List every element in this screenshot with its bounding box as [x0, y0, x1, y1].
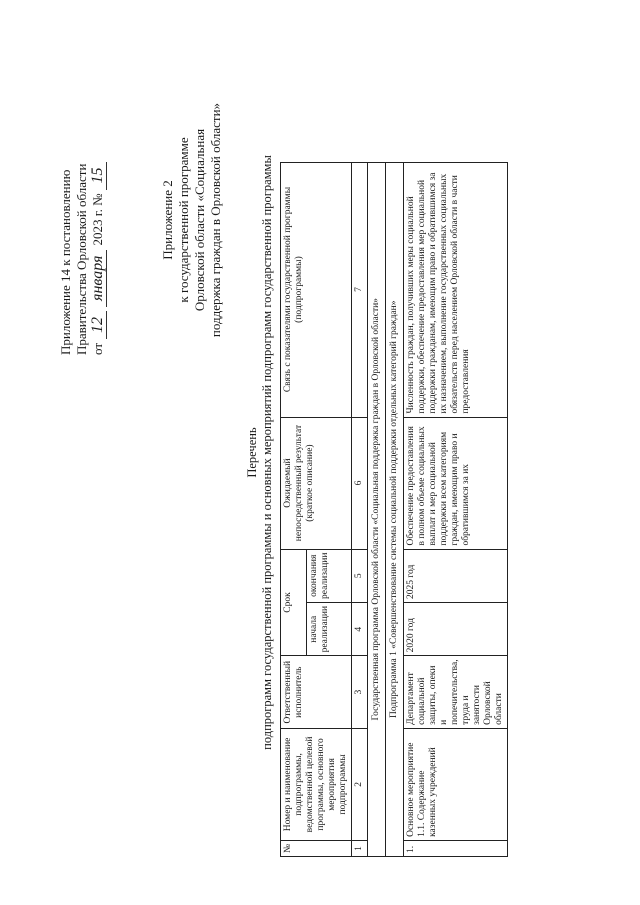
header-row — [281, 162, 307, 856]
appendix-14-line1: Приложение 14 к постановлению — [58, 169, 73, 355]
column-number-row — [352, 162, 368, 856]
header-col-number: № — [281, 840, 352, 856]
row-result: Обеспечение предоставления в полном объеме социальных выплат и мер социальной поддержки всем категориям граждан, имеющим право и обратившимся за их — [404, 417, 508, 549]
program-title: Государственная программа Орловской области «Социальная поддержка граждан в Орловской области» — [368, 162, 386, 856]
row-number: 1. — [404, 840, 508, 856]
header-col-start: начала реализации — [307, 602, 352, 655]
row-indicators: Численность граждан, получивших меры социальной поддержки, обеспечение предоставления мер социальной поддержки гражданам, имеющим право и обратившимся за их назначением, выполнение государственных социальных обязательств перед населением Орловской области в части предоставления — [404, 162, 508, 417]
date-month: января — [90, 250, 107, 307]
column-number: 5 — [352, 549, 368, 602]
appendix-2-line2: к государственной программе — [176, 137, 191, 303]
date-from-label: от — [90, 342, 105, 355]
subprogram-title: Подпрограмма 1 «Совершенствование системы социальной поддержки отдельных категорий граждан» — [386, 162, 404, 856]
column-number: 1 — [352, 840, 368, 856]
column-number: 4 — [352, 602, 368, 655]
row-start: 2020 год — [404, 602, 508, 655]
appendix-14-line2: Правительства Орловской области — [74, 163, 89, 355]
header-col-end: окончания реализации — [307, 549, 352, 602]
measures-table — [280, 162, 508, 857]
row-name: Основное мероприятие 1.1. Содержание казенных учреждений — [404, 728, 508, 840]
document-title — [245, 0, 275, 905]
row-end: 2025 год — [404, 549, 508, 602]
column-number: 7 — [352, 162, 368, 417]
header-col-term: Срок — [281, 549, 307, 656]
header-col-name: Номер и наименование подпрограммы, ведомственной целевой программы, основного мероприятия подпрограммы — [281, 728, 352, 840]
subprogram-row — [386, 162, 404, 856]
appendix-2-header — [160, 55, 224, 385]
column-number: 6 — [352, 417, 368, 549]
header-col-executor: Ответственный исполнитель — [281, 656, 352, 729]
table-row — [404, 162, 508, 856]
date-day: 12 — [90, 311, 107, 339]
appendix-2-line4: поддержка граждан в Орловской области» — [208, 102, 223, 338]
column-number: 3 — [352, 656, 368, 729]
program-row — [368, 162, 386, 856]
column-number: 2 — [352, 728, 368, 840]
row-executor: Департамент социальной защиты, опеки и попечительства, труда и занятости Орловской области — [404, 656, 508, 729]
appendix-2-line1: Приложение 2 — [160, 180, 175, 260]
title-line1: Перечень — [245, 427, 259, 478]
header-col-result: Ожидаемый непосредственный результат (краткое описание) — [281, 417, 352, 549]
appendix-14-header — [58, 55, 107, 355]
title-line2: подпрограмм государственной программы и основных мероприятий подпрограмм государственной программы — [260, 155, 274, 750]
appendix-14-dateline — [90, 55, 107, 355]
decree-number: 15 — [90, 162, 107, 190]
header-col-indicators: Связь с показателями государственной программы (подпрограммы) — [281, 162, 352, 417]
appendix-2-line3: Орловской области «Социальная — [192, 128, 207, 312]
date-year-label: 2023 г. № — [90, 193, 105, 246]
